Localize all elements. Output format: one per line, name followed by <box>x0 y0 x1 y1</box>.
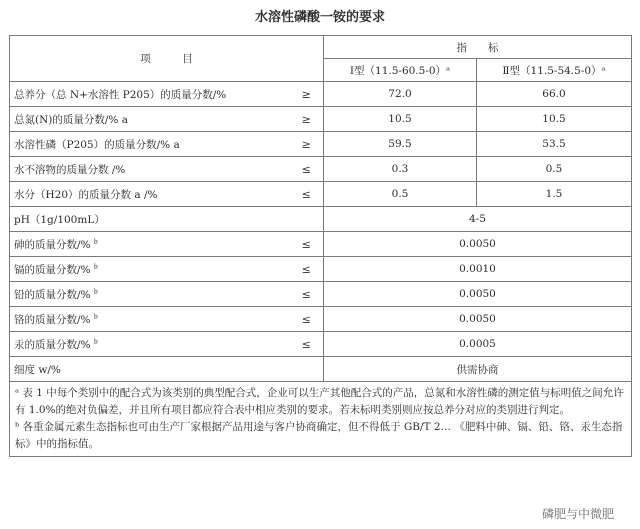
table-row <box>10 182 632 207</box>
row-value-type1: 10.5 <box>324 107 477 132</box>
row-value-type2: 0.5 <box>477 157 632 182</box>
requirements-table <box>9 35 632 457</box>
metal-label: 铬的质量分数/% <box>14 313 91 326</box>
row-value-type1: 72.0 <box>324 82 477 107</box>
metal-value: 0.0010 <box>324 257 632 282</box>
metal-label: 砷的质量分数/% <box>14 238 91 251</box>
metal-symbol: ≤ <box>290 232 324 257</box>
metal-name <box>10 282 290 307</box>
table-notes <box>10 382 632 457</box>
metal-name <box>10 307 290 332</box>
metal-value: 0.0050 <box>324 282 632 307</box>
row-symbol: ≥ <box>290 107 324 132</box>
table-row <box>10 82 632 107</box>
table-row <box>10 157 632 182</box>
row-value-type1: 59.5 <box>324 132 477 157</box>
table-row <box>10 107 632 132</box>
watermark: 磷肥与中微肥 <box>541 507 614 521</box>
fineness-name: 细度 w/% <box>10 357 324 382</box>
metal-label: 汞的质量分数/% <box>14 338 91 351</box>
footnote-mark: b <box>93 338 98 345</box>
note-a: ᵃ 表 1 中每个类别中的配合式为该类别的典型配合式，企业可以生产其他配合式的产品，总氮和水溶性磷的测定值与标明值之间允许有 1.0%的绝对负偏差，并且所有项目都应符合表中相应类别的要求。若未标明类别则应按总养分对应的类别进行判定。 <box>15 387 624 416</box>
row-value-type2: 66.0 <box>477 82 632 107</box>
table-row <box>10 232 632 257</box>
metal-value: 0.0050 <box>324 232 632 257</box>
row-name: 总氮(N)的质量分数/% a <box>10 107 290 132</box>
metal-name <box>10 232 290 257</box>
row-value-type2: 1.5 <box>477 182 632 207</box>
row-name: 水不溶物的质量分数 /% <box>10 157 290 182</box>
row-value-type2: 10.5 <box>477 107 632 132</box>
footnote-mark: b <box>93 313 98 320</box>
row-symbol: ≤ <box>290 182 324 207</box>
fineness-value: 供需协商 <box>324 357 632 382</box>
table-row <box>10 332 632 357</box>
row-name: 水溶性磷（P205）的质量分数/% a <box>10 132 290 157</box>
metal-value: 0.0005 <box>324 332 632 357</box>
table-row <box>10 307 632 332</box>
metal-symbol: ≤ <box>290 332 324 357</box>
row-value-type2: 53.5 <box>477 132 632 157</box>
row-value-type1: 0.3 <box>324 157 477 182</box>
row-name: 水分（H20）的质量分数 a /% <box>10 182 290 207</box>
header-type1: Ⅰ型（11.5-60.5-0）ᵃ <box>324 59 477 82</box>
metal-symbol: ≤ <box>290 257 324 282</box>
table-row <box>10 357 632 382</box>
metal-name <box>10 332 290 357</box>
metal-label: 铅的质量分数/% <box>14 288 91 301</box>
footnote-mark: b <box>93 238 98 245</box>
metal-value: 0.0050 <box>324 307 632 332</box>
row-symbol: ≥ <box>290 82 324 107</box>
metal-label: 镉的质量分数/% <box>14 263 91 276</box>
table-row <box>10 207 632 232</box>
header-type2: Ⅱ型（11.5-54.5-0）ᵃ <box>477 59 632 82</box>
table-row <box>10 257 632 282</box>
page-title: 水溶性磷酸一铵的要求 <box>254 10 385 25</box>
notes-row <box>10 382 632 457</box>
note-b: ᵇ 各重金属元素生态指标也可由生产厂家根据产品用途与客户协商确定，但不得低于 GB/T 2… 《肥料中砷、镉、铅、铬、汞生态指标》中的指标值。 <box>15 421 623 450</box>
ph-name: pH（1g/100mL） <box>10 207 324 232</box>
metal-symbol: ≤ <box>290 307 324 332</box>
row-symbol: ≥ <box>290 132 324 157</box>
header-item: 项 目 <box>10 36 324 82</box>
table-row <box>10 132 632 157</box>
footnote-mark: b <box>93 288 98 295</box>
metal-symbol: ≤ <box>290 282 324 307</box>
table-row <box>10 282 632 307</box>
footnote-mark: b <box>93 263 98 270</box>
row-symbol: ≤ <box>290 157 324 182</box>
row-value-type1: 0.5 <box>324 182 477 207</box>
header-index: 指 标 <box>324 36 632 59</box>
metal-name <box>10 257 290 282</box>
ph-value: 4-5 <box>324 207 632 232</box>
row-name: 总养分（总 N+水溶性 P205）的质量分数/% <box>10 82 290 107</box>
